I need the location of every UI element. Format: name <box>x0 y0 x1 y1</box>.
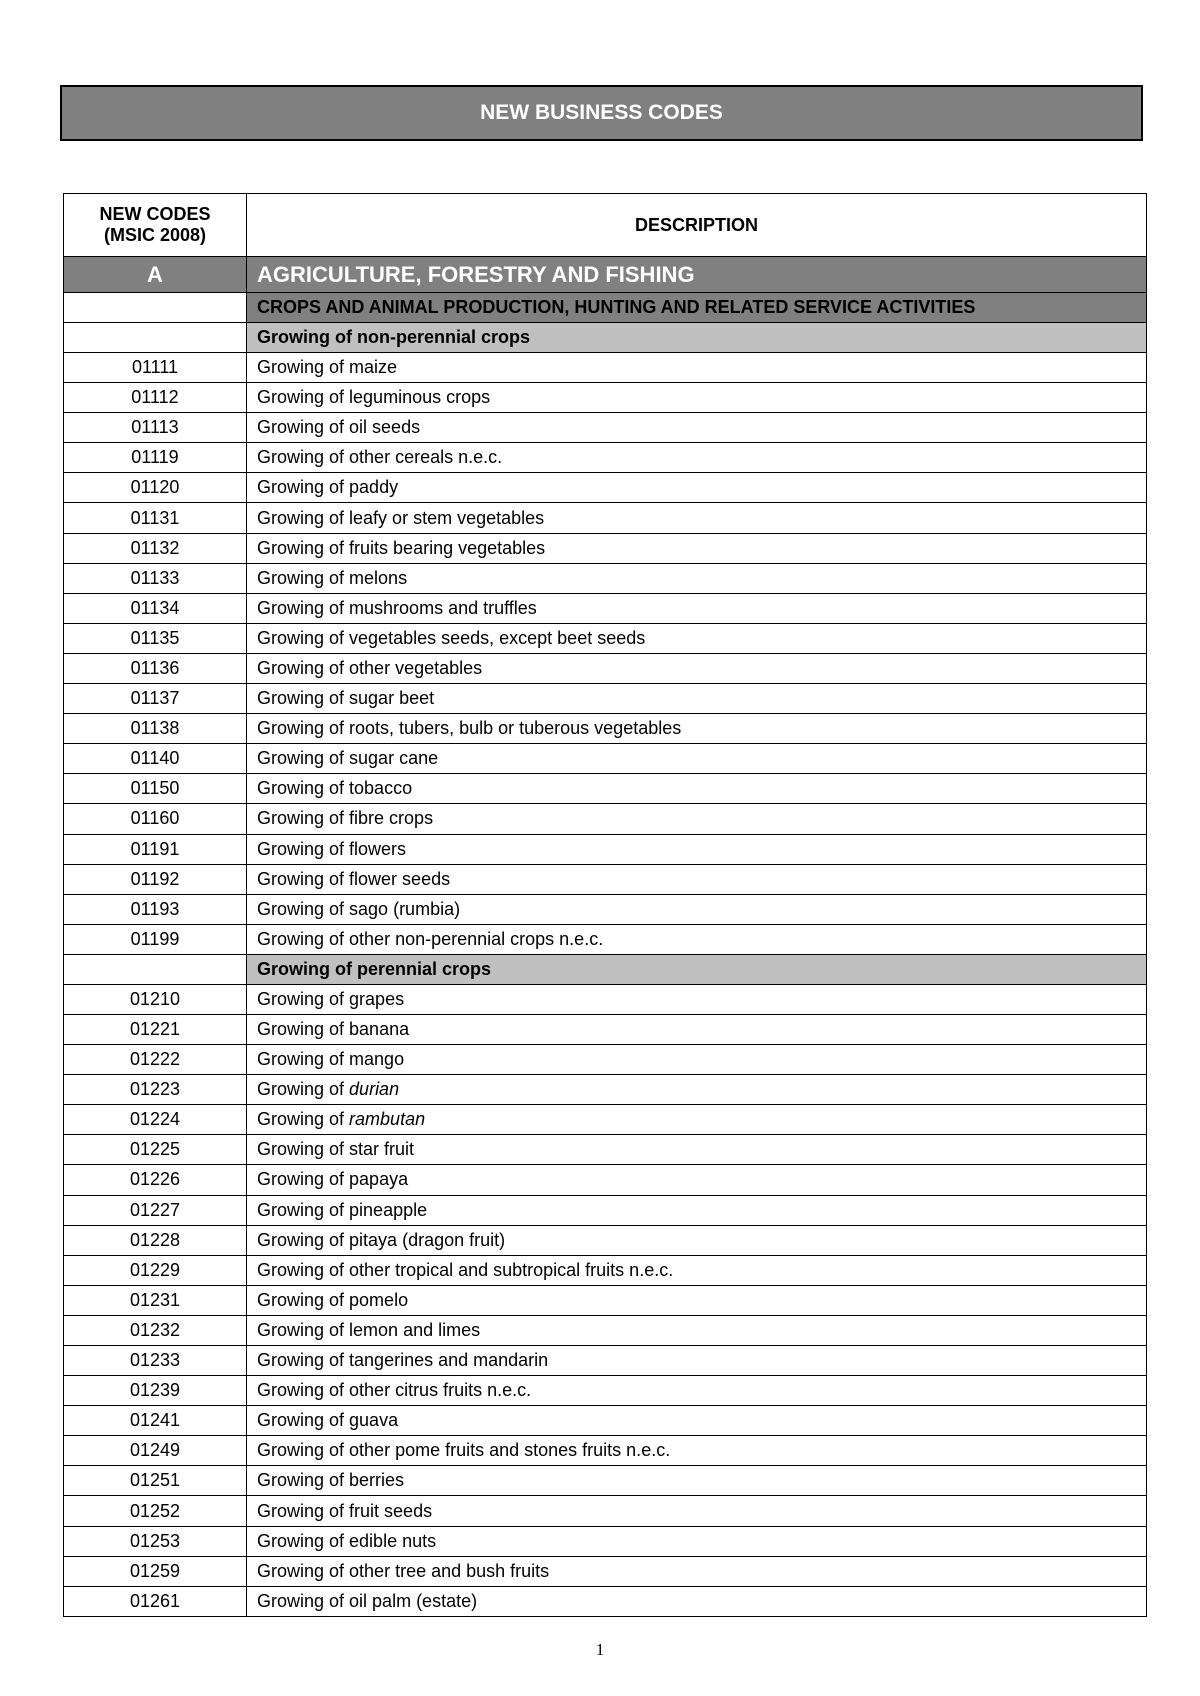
item-code: 01224 <box>64 1105 247 1135</box>
item-description <box>247 353 1147 383</box>
table-row <box>64 1014 1147 1044</box>
section-label: AGRICULTURE, FORESTRY AND FISHING <box>247 257 1147 293</box>
item-code: 01160 <box>64 804 247 834</box>
table-row <box>64 714 1147 744</box>
table-row <box>64 623 1147 653</box>
item-description-text: Growing of pitaya (dragon fruit) <box>257 1229 506 1250</box>
item-code: 01223 <box>64 1075 247 1105</box>
item-description-text: Growing of maize <box>257 357 398 378</box>
item-description-text: Growing of banana <box>257 1019 410 1040</box>
item-description <box>247 1195 1147 1225</box>
table-row <box>64 1165 1147 1195</box>
group-row <box>64 954 1147 984</box>
item-code: 01137 <box>64 684 247 714</box>
item-description <box>247 1406 1147 1436</box>
item-description-text: Growing of fibre crops <box>257 808 434 829</box>
table-row <box>64 1225 1147 1255</box>
item-code: 01120 <box>64 473 247 503</box>
item-code: 01249 <box>64 1436 247 1466</box>
item-description <box>247 834 1147 864</box>
item-description <box>247 473 1147 503</box>
item-description <box>247 1165 1147 1195</box>
table-row <box>64 1255 1147 1285</box>
item-description <box>247 443 1147 473</box>
item-description-text: Growing of fruits bearing vegetables <box>257 537 546 558</box>
item-description-text: Growing of edible nuts <box>257 1530 437 1551</box>
item-description-text: Growing of lemon and limes <box>257 1319 481 1340</box>
item-description-text: Growing of star fruit <box>257 1139 415 1160</box>
item-description-text: Growing of other citrus fruits n.e.c. <box>257 1380 532 1401</box>
item-description-text: Growing of mushrooms and truffles <box>257 597 537 618</box>
item-description-text: Growing of other non-perennial crops n.e.c. <box>257 928 604 949</box>
item-description <box>247 714 1147 744</box>
item-description <box>247 1075 1147 1105</box>
group-label: Growing of perennial crops <box>247 954 1147 984</box>
table-row <box>64 593 1147 623</box>
header-code <box>64 194 247 257</box>
item-code: 01233 <box>64 1346 247 1376</box>
table-row <box>64 1436 1147 1466</box>
header-code-line1: NEW CODES <box>99 204 211 224</box>
item-description-text: Growing of oil palm (estate) <box>257 1590 478 1611</box>
item-description <box>247 924 1147 954</box>
item-description-text: Growing of flowers <box>257 838 407 859</box>
item-code: 01221 <box>64 1014 247 1044</box>
item-code: 01135 <box>64 623 247 653</box>
item-description-text: Growing of leafy or stem vegetables <box>257 507 545 528</box>
item-description-text: Growing of other tropical and subtropical fruits n.e.c. <box>257 1259 674 1280</box>
page-title: NEW BUSINESS CODES <box>480 101 723 124</box>
item-description <box>247 533 1147 563</box>
table-row <box>64 864 1147 894</box>
item-description <box>247 503 1147 533</box>
item-description <box>247 1496 1147 1526</box>
item-code: 01199 <box>64 924 247 954</box>
item-description-text: Growing of pomelo <box>257 1289 409 1310</box>
item-code: 01134 <box>64 593 247 623</box>
table-row <box>64 1135 1147 1165</box>
item-code: 01227 <box>64 1195 247 1225</box>
header-description: DESCRIPTION <box>247 194 1147 257</box>
item-description-text: Growing of tobacco <box>257 778 413 799</box>
table-row <box>64 503 1147 533</box>
item-code: 01193 <box>64 894 247 924</box>
item-code: 01239 <box>64 1376 247 1406</box>
table-row <box>64 894 1147 924</box>
table-row <box>64 804 1147 834</box>
item-description <box>247 413 1147 443</box>
item-code: 01138 <box>64 714 247 744</box>
group-row <box>64 323 1147 353</box>
item-description-italic: rambutan <box>349 1109 426 1130</box>
table-row <box>64 1346 1147 1376</box>
division-row <box>64 293 1147 323</box>
item-description <box>247 684 1147 714</box>
item-code: 01232 <box>64 1315 247 1345</box>
item-code: 01259 <box>64 1556 247 1586</box>
group-label: Growing of non-perennial crops <box>247 323 1147 353</box>
table-row <box>64 1556 1147 1586</box>
item-code: 01229 <box>64 1255 247 1285</box>
item-description-text: Growing of papaya <box>257 1169 409 1190</box>
item-description <box>247 804 1147 834</box>
table-row <box>64 1586 1147 1616</box>
table-row <box>64 1496 1147 1526</box>
item-description-text: Growing of roots, tubers, bulb or tuberous vegetables <box>257 718 682 739</box>
table-header-row <box>64 194 1147 257</box>
item-description-text: Growing of guava <box>257 1410 399 1431</box>
item-description <box>247 1526 1147 1556</box>
item-description <box>247 744 1147 774</box>
group-code <box>64 323 247 353</box>
division-label: CROPS AND ANIMAL PRODUCTION, HUNTING AND RELATED SERVICE ACTIVITIES <box>247 293 1147 323</box>
item-description-text: Growing of sago (rumbia) <box>257 898 461 919</box>
item-description-text: Growing of melons <box>257 567 408 588</box>
item-description <box>247 623 1147 653</box>
business-codes-table <box>63 193 1147 1617</box>
item-code: 01241 <box>64 1406 247 1436</box>
item-code: 01252 <box>64 1496 247 1526</box>
table-row <box>64 1376 1147 1406</box>
table-row <box>64 413 1147 443</box>
item-description-text: Growing of <box>257 1079 350 1100</box>
table-row <box>64 353 1147 383</box>
item-description-text: Growing of flower seeds <box>257 868 451 889</box>
section-row <box>64 257 1147 293</box>
item-description-text: Growing of other cereals n.e.c. <box>257 447 503 468</box>
item-description <box>247 1346 1147 1376</box>
table-row <box>64 684 1147 714</box>
item-description <box>247 383 1147 413</box>
item-code: 01253 <box>64 1526 247 1556</box>
table-row <box>64 834 1147 864</box>
page-title-banner <box>60 85 1143 141</box>
table-row <box>64 984 1147 1014</box>
item-code: 01210 <box>64 984 247 1014</box>
table-row <box>64 443 1147 473</box>
item-description <box>247 1225 1147 1255</box>
item-code: 01131 <box>64 503 247 533</box>
item-description-text: Growing of <box>257 1109 350 1130</box>
division-code <box>64 293 247 323</box>
item-code: 01251 <box>64 1466 247 1496</box>
item-description <box>247 1556 1147 1586</box>
item-code: 01228 <box>64 1225 247 1255</box>
item-code: 01136 <box>64 653 247 683</box>
item-description <box>247 1105 1147 1135</box>
table-row <box>64 533 1147 563</box>
item-code: 01150 <box>64 774 247 804</box>
table-row <box>64 1195 1147 1225</box>
item-description-text: Growing of other pome fruits and stones fruits n.e.c. <box>257 1440 671 1461</box>
item-code: 01111 <box>64 353 247 383</box>
table-row <box>64 744 1147 774</box>
item-code: 01112 <box>64 383 247 413</box>
item-code: 01191 <box>64 834 247 864</box>
header-code-line2: (MSIC 2008) <box>103 225 207 245</box>
item-description-italic: durian <box>349 1079 400 1100</box>
item-description-text: Growing of fruit seeds <box>257 1500 433 1521</box>
section-code: A <box>64 257 247 293</box>
item-description <box>247 894 1147 924</box>
item-description-text: Growing of berries <box>257 1470 405 1491</box>
table-row <box>64 1075 1147 1105</box>
item-code: 01192 <box>64 864 247 894</box>
item-description <box>247 984 1147 1014</box>
item-description-text: Growing of oil seeds <box>257 417 421 438</box>
item-code: 01231 <box>64 1285 247 1315</box>
item-description <box>247 1255 1147 1285</box>
item-description <box>247 1045 1147 1075</box>
item-description-text: Growing of tangerines and mandarin <box>257 1350 549 1371</box>
item-description <box>247 1586 1147 1616</box>
item-code: 01133 <box>64 563 247 593</box>
table-row <box>64 383 1147 413</box>
item-description <box>247 1014 1147 1044</box>
table-row <box>64 924 1147 954</box>
table-row <box>64 1315 1147 1345</box>
item-description <box>247 864 1147 894</box>
item-code: 01225 <box>64 1135 247 1165</box>
item-description-text: Growing of other tree and bush fruits <box>257 1560 550 1581</box>
item-code: 01119 <box>64 443 247 473</box>
item-code: 01140 <box>64 744 247 774</box>
item-description-text: Growing of other vegetables <box>257 657 483 678</box>
table-row <box>64 774 1147 804</box>
item-description <box>247 1285 1147 1315</box>
table-row <box>64 1406 1147 1436</box>
table-row <box>64 653 1147 683</box>
item-description <box>247 593 1147 623</box>
item-description <box>247 1376 1147 1406</box>
page-number: 1 <box>595 1640 605 1659</box>
table-row <box>64 1285 1147 1315</box>
table-row <box>64 1105 1147 1135</box>
item-description-text: Growing of vegetables seeds, except beet seeds <box>257 627 646 648</box>
item-code: 01113 <box>64 413 247 443</box>
table-row <box>64 473 1147 503</box>
item-description-text: Growing of sugar beet <box>257 688 435 709</box>
item-description-text: Growing of sugar cane <box>257 748 439 769</box>
item-code: 01132 <box>64 533 247 563</box>
item-description <box>247 653 1147 683</box>
table-row <box>64 1045 1147 1075</box>
item-description-text: Growing of paddy <box>257 477 399 498</box>
item-code: 01222 <box>64 1045 247 1075</box>
item-description <box>247 563 1147 593</box>
item-description <box>247 774 1147 804</box>
item-description <box>247 1436 1147 1466</box>
item-code: 01261 <box>64 1586 247 1616</box>
item-code: 01226 <box>64 1165 247 1195</box>
table-row <box>64 1466 1147 1496</box>
item-description <box>247 1466 1147 1496</box>
group-code <box>64 954 247 984</box>
table-row <box>64 1526 1147 1556</box>
item-description-text: Growing of mango <box>257 1049 405 1070</box>
item-description-text: Growing of pineapple <box>257 1199 428 1220</box>
item-description-text: Growing of leguminous crops <box>257 387 491 408</box>
table-row <box>64 563 1147 593</box>
item-description-text: Growing of grapes <box>257 988 405 1009</box>
item-description <box>247 1315 1147 1345</box>
item-description <box>247 1135 1147 1165</box>
